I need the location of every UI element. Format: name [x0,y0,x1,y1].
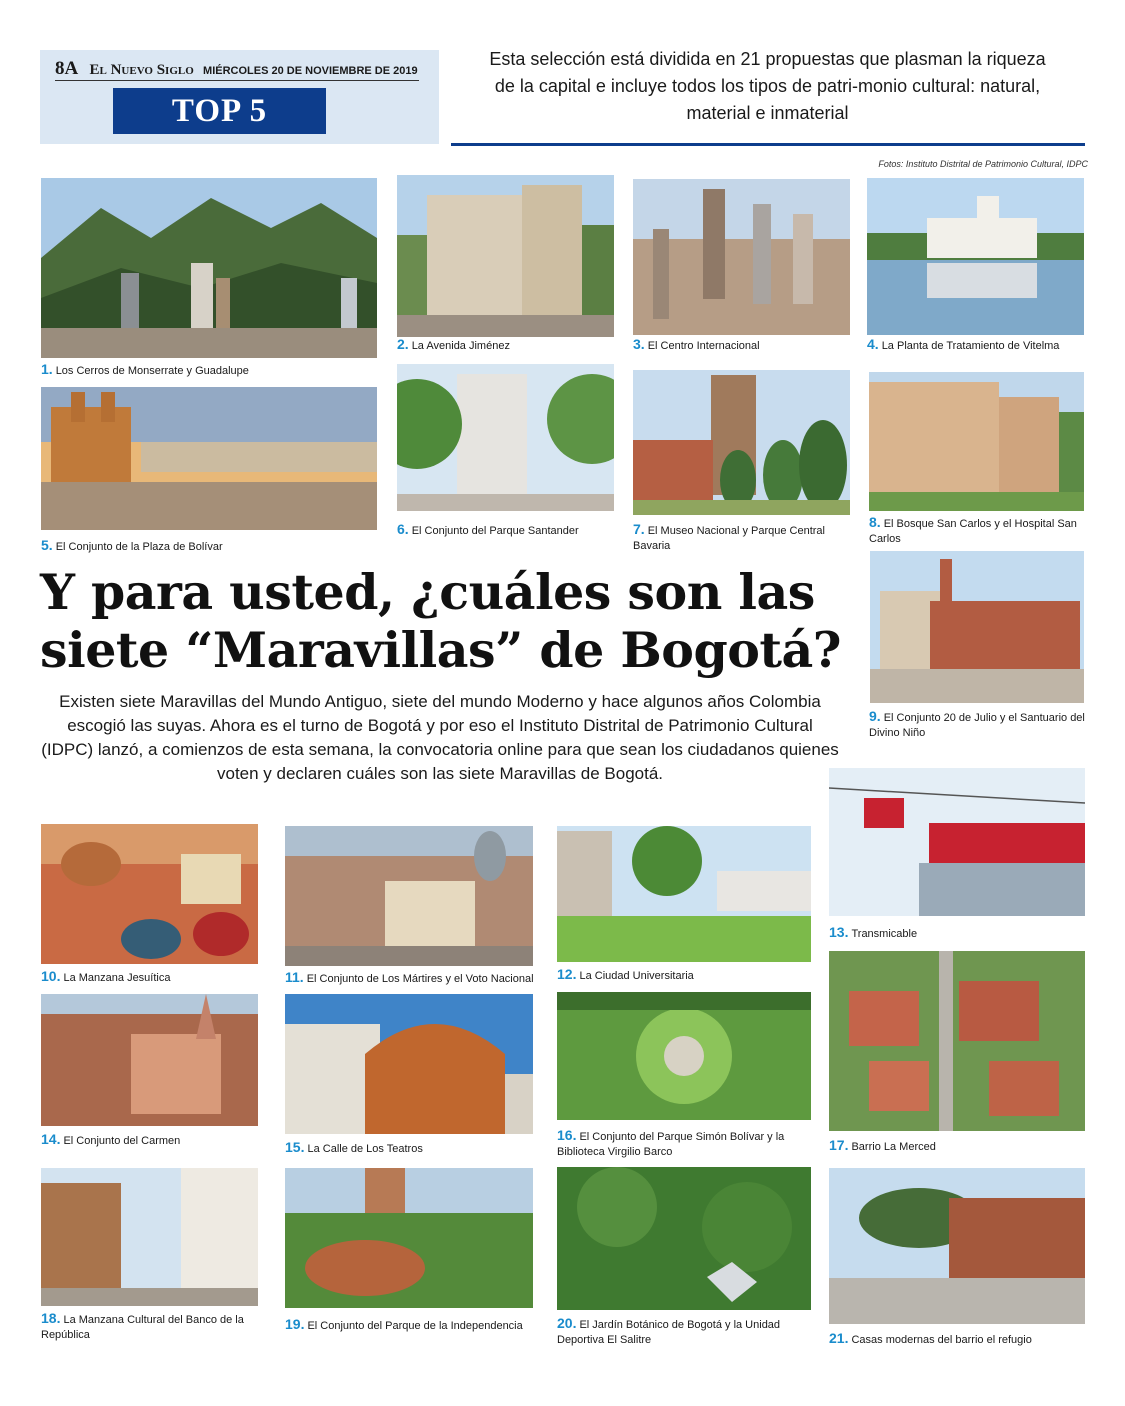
caption-5: 5. El Conjunto de la Plaza de Bolívar [41,537,223,553]
photo-monserrate [41,178,377,358]
photo-conjunto-carmen [41,994,258,1126]
photo-ciudad-universitaria [557,826,811,962]
intro-text: Esta selección está dividida en 21 propuestas que plasman la riqueza de la capital e incluye todos los tipos de patri-monio cultural: natural, material e inmaterial [489,49,1046,123]
page-number: 8A [55,58,79,79]
caption-11: 11. El Conjunto de Los Mártires y el Voto Nacional [285,969,534,985]
caption-8: 8. El Bosque San Carlos y el Hospital San Carlos [869,514,1077,545]
photo-parque-simon-bolivar [557,992,811,1120]
photo-parque-santander [397,364,614,511]
photo-los-martires [285,826,533,966]
photo-centro-internacional [633,179,850,335]
photo-divino-nino [870,551,1084,703]
caption-15: 15. La Calle de Los Teatros [285,1139,423,1155]
caption-18: 18. La Manzana Cultural del Banco de la República [41,1310,244,1341]
photo-jardin-botanico [557,1167,811,1310]
photo-barrio-merced [829,951,1085,1131]
caption-10: 10. La Manzana Jesuítica [41,968,171,984]
caption-16: 16. El Conjunto del Parque Simón Bolívar y la Biblioteca Virgilio Barco [557,1127,785,1158]
caption-7: 7. El Museo Nacional y Parque Central Bavaria [633,521,825,552]
photo-casas-refugio [829,1168,1085,1324]
photo-calle-teatros [285,994,533,1134]
masthead-line [55,58,418,80]
caption-21: 21. Casas modernas del barrio el refugio [829,1330,1032,1346]
caption-6: 6. El Conjunto del Parque Santander [397,521,579,537]
caption-2: 2. La Avenida Jiménez [397,336,510,352]
caption-1: 1. Los Cerros de Monserrate y Guadalupe [41,361,249,377]
section-label: TOP 5 [113,88,326,134]
photo-museo-nacional [633,370,850,515]
photo-vitelma [867,178,1084,335]
caption-20: 20. El Jardín Botánico de Bogotá y la Unidad Deportiva El Salitre [557,1315,781,1346]
caption-13: 13. Transmicable [829,924,918,940]
caption-4: 4. La Planta de Tratamiento de Vitelma [867,336,1060,352]
caption-19: 19. El Conjunto del Parque de la Independencia [285,1316,523,1332]
caption-3: 3. El Centro Internacional [633,336,760,352]
masthead-rule [55,80,419,81]
photo-avenida-jimenez [397,175,614,337]
issue-date: MIÉRCOLES 20 DE NOVIEMBRE DE 2019 [203,65,418,77]
photo-manzana-jesuitica [41,824,258,964]
caption-9: 9. El Conjunto 20 de Julio y el Santuario del Divino Niño [869,708,1085,739]
caption-17: 17. Barrio La Merced [829,1137,936,1153]
headline: Y para usted, ¿cuáles son las siete “Maravillas” de Bogotá? [40,563,842,679]
body-text: Existen siete Maravillas del Mundo Antiguo, siete del mundo Moderno y hace algunos años Colombia escogió las suyas. Ahora es el turno de Bogotá y por eso el Instituto Distrital de Patrimonio Cultural (IDPC) lanzó, a comienzos de esta semana, la convocatoria online para que sean los ciudadanos quienes voten y declaren cuáles son las siete Maravillas de Bogotá. [41,692,839,783]
photo-transmicable [829,768,1085,916]
photo-parque-independencia [285,1168,533,1308]
photo-credit: Fotos: Instituto Distrital de Patrimonio Cultural, IDPC [878,159,1088,169]
caption-12: 12. La Ciudad Universitaria [557,966,694,982]
photo-hospital-san-carlos [869,372,1084,511]
newspaper-name: El Nuevo Siglo [89,62,194,78]
caption-14: 14. El Conjunto del Carmen [41,1131,181,1147]
photo-banco-republica [41,1168,258,1306]
photo-plaza-bolivar [41,387,377,530]
intro-rule [451,143,1085,146]
